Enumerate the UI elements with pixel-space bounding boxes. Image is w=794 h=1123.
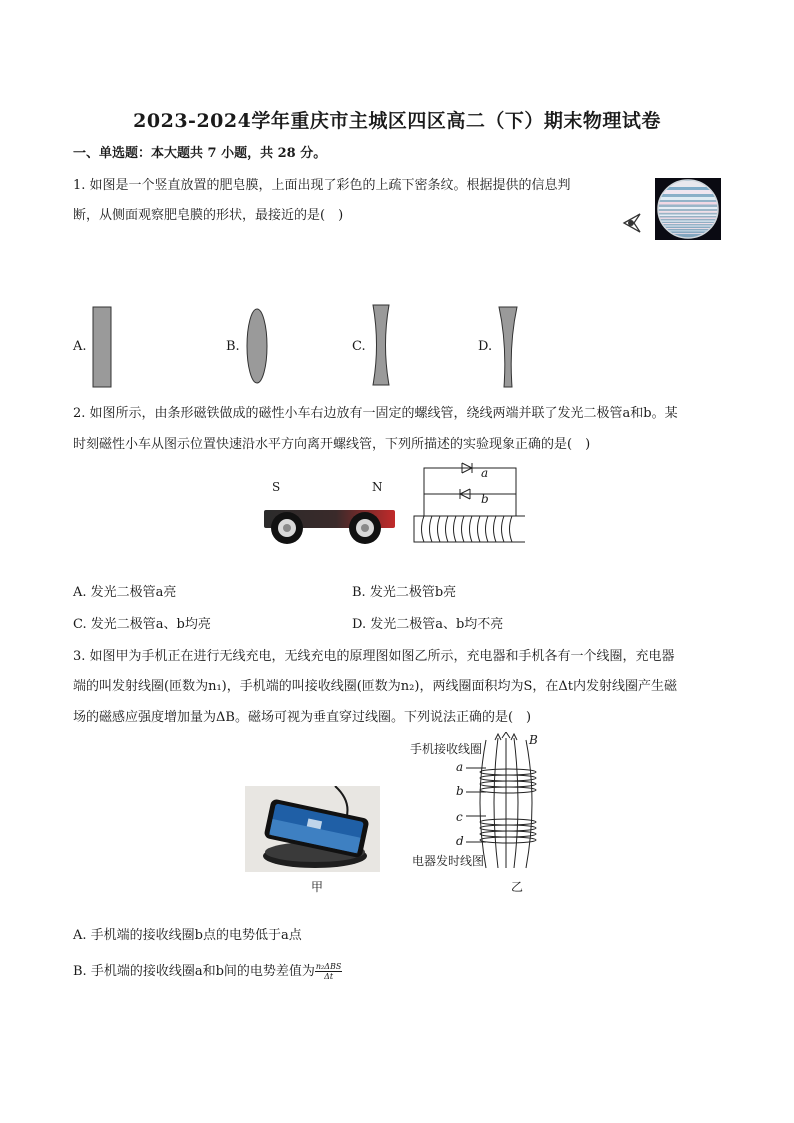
fraction-denominator: Δt [324,972,334,981]
q1-option-a-shape [92,306,112,388]
pole-n-label: N [372,480,383,494]
diode-b-label: b [481,492,489,506]
q1-option-b-label: B. [226,339,240,354]
q2-option-b: B. 发光二极管b亮 [352,585,457,600]
q1-option-c-shape [371,304,391,386]
point-a-label: a [456,760,464,774]
q1-option-d-label: D. [478,339,493,354]
q3-text-line2: 端的叫发射线圈(匝数为n₁)，手机端的叫接收线圈(匝数为n₂)，两线圈面积均为S，在Δt内发射线圈产生磁 [73,679,677,694]
diode-a-label: a [481,466,489,480]
q2-text-line1: 2. 如图所示，由条形磁铁做成的磁性小车右边放有一固定的螺线管，绕线两端并联了发光二极管a和b。某 [73,406,678,421]
q1-text-line2: 断，从侧面观察肥皂膜的形状，最接近的是( ) [73,208,344,223]
field-b-label: B [529,733,538,747]
q2-option-d: D. 发光二极管a、b均不亮 [352,617,504,632]
page-title: 2023-2024学年重庆市主城区四区高二（下）期末物理试卷 [133,110,661,132]
q3-text-line3: 场的磁感应强度增加量为ΔB。磁场可视为垂直穿过线圈。下列说法正确的是( ) [73,710,532,725]
magnetic-car-image [262,494,397,548]
receive-coil-label: 手机接收线圈 [410,742,483,756]
q3-option-b [73,962,342,981]
transmit-coil-label: 电器发时线图 [412,854,485,868]
section-header: 一、单选题：本大题共 7 小题，共 28 分。 [73,146,327,161]
q3-option-b-fraction [315,962,343,981]
eye-icon [620,210,646,236]
point-c-label: c [456,810,463,824]
q1-option-d-shape [497,306,519,388]
coil-field-diagram [464,732,564,870]
caption-jia: 甲 [311,880,324,894]
solenoid-circuit-diagram [410,460,525,548]
fraction-numerator: n₂ΔBS [315,962,342,971]
wireless-charging-photo [245,786,380,872]
q3-option-a: A. 手机端的接收线圈b点的电势低于a点 [73,928,302,943]
q2-option-c: C. 发光二极管a、b均亮 [73,617,211,632]
q3-option-b-text: B. 手机端的接收线圈a和b间的电势差值为 [73,964,315,979]
point-b-label: b [456,784,464,798]
q2-text-line2: 时刻磁性小车从图示位置快速沿水平方向离开螺线管，下列所描述的实验现象正确的是( ) [73,437,591,452]
q3-text-line1: 3. 如图甲为手机正在进行无线充电，无线充电的原理图如图乙所示，充电器和手机各有一个线圈，充电器 [73,649,675,664]
q2-option-a: A. 发光二极管a亮 [73,585,177,600]
point-d-label: d [456,834,464,848]
q1-text-line1: 1. 如图是一个竖直放置的肥皂膜，上面出现了彩色的上疏下密条纹。根据提供的信息判 [73,178,571,193]
q1-option-a-label: A. [73,339,87,354]
pole-s-label: S [272,480,281,494]
q1-option-c-label: C. [352,339,366,354]
soap-film-image [655,178,721,240]
caption-yi: 乙 [511,880,524,894]
q1-option-b-shape [245,307,269,385]
